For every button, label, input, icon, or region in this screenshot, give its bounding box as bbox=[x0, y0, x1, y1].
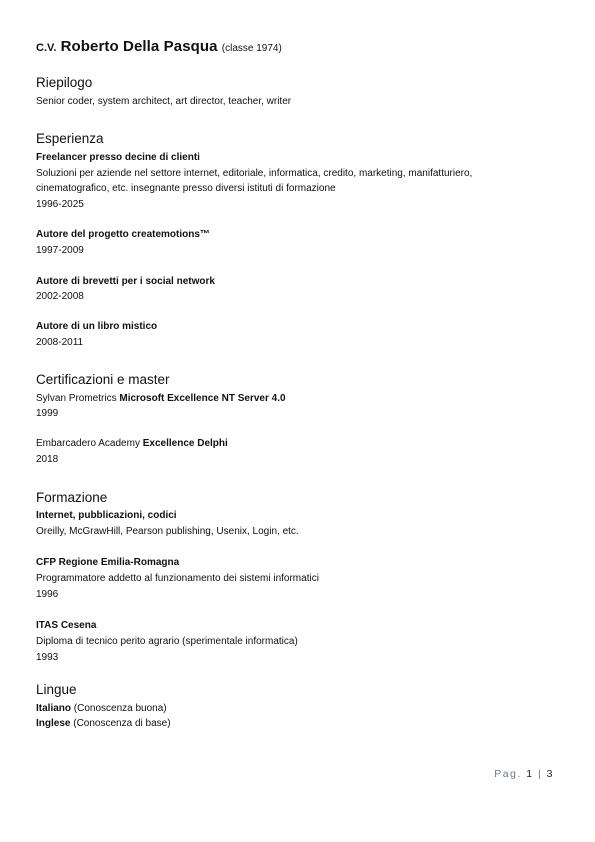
experience-heading: Autore di un libro mistico bbox=[36, 321, 158, 332]
experience-description: Soluzioni per aziende nel settore internet, editoriale, informatica, credito, marketing, manifatturiero, cinematografico, etc. insegnante presso diversi istituti di formazione bbox=[36, 168, 473, 194]
certification-line bbox=[36, 436, 228, 451]
language-name: Inglese bbox=[36, 718, 71, 729]
cv-label: C.V. bbox=[36, 42, 57, 54]
language-level: (Conoscenza buona) bbox=[73, 703, 167, 714]
person-name: Roberto Della Pasqua bbox=[60, 38, 218, 55]
experience-heading: Freelancer presso decine di clienti bbox=[36, 152, 200, 163]
page-separator: | bbox=[538, 768, 543, 780]
language-level: (Conoscenza di base) bbox=[73, 718, 171, 729]
education-text: Oreilly, McGrawHill, Pearson publishing, Usenix, Login, etc. bbox=[36, 526, 299, 537]
certification-issuer: Sylvan Prometrics bbox=[36, 393, 117, 404]
education-text: Programmatore addetto al funzionamento dei sistemi informatici bbox=[36, 573, 319, 584]
section-title-certificazioni: Certificazioni e master bbox=[36, 372, 170, 387]
experience-years: 2008-2011 bbox=[36, 337, 84, 348]
experience-years: 2002-2008 bbox=[36, 291, 84, 302]
education-heading: ITAS Cesena bbox=[36, 620, 97, 631]
certification-year: 2018 bbox=[36, 454, 59, 465]
education-heading: Internet, pubblicazioni, codici bbox=[36, 510, 177, 521]
education-year: 1993 bbox=[36, 652, 59, 663]
experience-heading: Autore del progetto createmotions™ bbox=[36, 229, 210, 240]
education-year: 1996 bbox=[36, 589, 59, 600]
education-heading: CFP Regione Emilia-Romagna bbox=[36, 557, 180, 568]
page-label: Pag. bbox=[494, 768, 522, 780]
experience-years: 1996-2025 bbox=[36, 199, 84, 210]
experience-heading: Autore di brevetti per i social network bbox=[36, 276, 215, 287]
language-line bbox=[36, 701, 167, 716]
education-text: Diploma di tecnico perito agrario (sperimentale informatica) bbox=[36, 636, 298, 647]
section-title-riepilogo: Riepilogo bbox=[36, 75, 93, 90]
summary-text: Senior coder, system architect, art director, teacher, writer bbox=[36, 96, 292, 107]
page-total: 3 bbox=[546, 768, 554, 780]
page-title bbox=[36, 38, 282, 55]
section-title-formazione: Formazione bbox=[36, 490, 108, 505]
page-number: 1 bbox=[526, 768, 534, 780]
language-line bbox=[36, 716, 171, 731]
experience-years: 1997-2009 bbox=[36, 245, 84, 256]
section-title-lingue: Lingue bbox=[36, 682, 77, 697]
certification-issuer: Embarcadero Academy bbox=[36, 438, 140, 449]
birth-year: (classe 1974) bbox=[221, 43, 282, 54]
certification-name: Excellence Delphi bbox=[142, 438, 228, 449]
page-number-footer bbox=[494, 768, 554, 780]
certification-name: Microsoft Excellence NT Server 4.0 bbox=[119, 393, 286, 404]
certification-line bbox=[36, 391, 286, 406]
language-name: Italiano bbox=[36, 703, 72, 714]
section-title-esperienza: Esperienza bbox=[36, 131, 104, 146]
certification-year: 1999 bbox=[36, 408, 59, 419]
